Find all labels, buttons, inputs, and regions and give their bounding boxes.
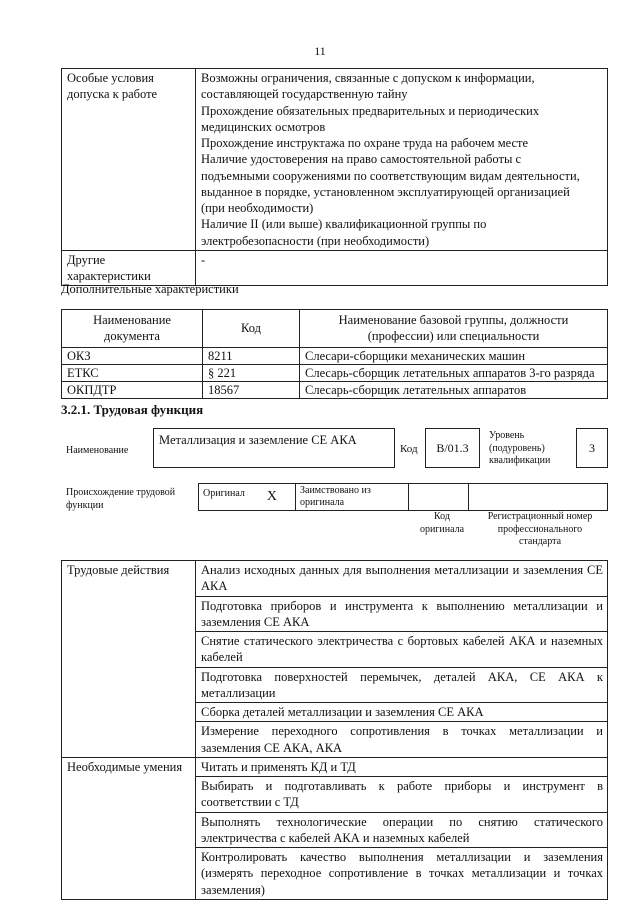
- caption-line: оригинала: [419, 523, 465, 535]
- header-doc: [62, 310, 203, 348]
- caption-line: Код: [434, 511, 450, 522]
- label-line: допуска к работе: [67, 87, 158, 102]
- value-line: Наличие II (или выше) квалификационной группы по: [201, 217, 487, 232]
- conditions-table: [61, 68, 608, 286]
- origin-label-line: функции: [66, 499, 104, 511]
- cell-doc: ЕТКС: [62, 364, 203, 381]
- caption-line: Регистрационный номер: [487, 511, 593, 522]
- function-code-box: B/01.3: [425, 428, 480, 468]
- header-code: Код: [203, 310, 300, 348]
- additional-title: Дополнительные характеристики: [61, 282, 239, 296]
- original-mark: X: [266, 489, 277, 505]
- code-origin-caption: [412, 511, 472, 536]
- value-line: (при необходимости): [201, 201, 314, 215]
- table-row: [199, 484, 608, 511]
- value-line: выданное в порядке, установленном эксплуатирующей организацией: [201, 184, 570, 199]
- conditions-value: [196, 69, 608, 251]
- level-value-box: 3: [576, 428, 608, 468]
- cell-code: 8211: [203, 347, 300, 364]
- skills-label: Необходимые умения: [62, 757, 196, 899]
- cell-code: § 221: [203, 364, 300, 381]
- action-item: Измерение переходного сопротивления в точках металлизации и заземления СЕ АКА, АКА: [196, 722, 608, 758]
- action-item: Анализ исходных данных для выполнения металлизации и заземления СЕ АКА: [196, 561, 608, 597]
- other-value: [196, 250, 608, 286]
- table-row: [62, 364, 608, 381]
- additional-table: [61, 309, 608, 399]
- action-item: Подготовка приборов и инструмента к выполнению металлизации и заземления СЕ АКА: [196, 596, 608, 632]
- label-line: характеристики: [67, 269, 151, 283]
- value-line: Прохождение инструктажа по охране труда на рабочем месте: [201, 136, 529, 150]
- value-line: подъемными сооружениями по соответствующим видам деятельности,: [201, 168, 580, 183]
- value-line: электробезопасности (при необходимости): [201, 233, 430, 248]
- skill-item: Выполнять технологические операции по снятию статического электричества с кабелей АКА и наземных кабелей: [196, 812, 608, 848]
- value-line: Возможны ограничения, связанные с допуском к информации,: [201, 71, 535, 85]
- function-name-box: Металлизация и заземление СЕ АКА: [153, 428, 395, 468]
- cell-group: Слесарь-сборщик летательных аппаратов: [300, 382, 608, 399]
- skill-item: Читать и применять КД и ТД: [196, 757, 608, 776]
- value-line: -: [201, 252, 206, 267]
- level-label-line: (подуровень): [489, 442, 545, 454]
- conditions-label: [62, 69, 196, 251]
- header-line: Наименование: [93, 313, 171, 327]
- function-title: 3.2.1. Трудовая функция: [61, 402, 204, 417]
- caption-line: стандарта: [518, 536, 562, 547]
- table-row: [62, 382, 608, 399]
- borrowed-label-line: оригинала: [300, 497, 345, 508]
- value-line: Прохождение обязательных предварительных и периодических: [201, 103, 540, 118]
- caption-line: профессионального: [497, 523, 583, 535]
- value-line: Наличие удостоверения на право самостоятельной работы с: [201, 152, 522, 167]
- borrowed-cell: [296, 484, 409, 511]
- table-row: [62, 757, 608, 776]
- original-label: Оригинал: [203, 488, 245, 500]
- cell-doc: ОКЗ: [62, 347, 203, 364]
- reg-number-caption: [472, 511, 608, 549]
- value-line: составляющей государственную тайну: [201, 87, 408, 102]
- label-line: Другие: [67, 252, 106, 267]
- cell-group: Слесарь-сборщик летательных аппаратов 3-го разряда: [300, 364, 608, 381]
- name-label: Наименование: [66, 445, 129, 456]
- page-number: 11: [314, 44, 326, 58]
- header-line: Наименование базовой группы, должности: [338, 313, 569, 327]
- reg-number-cell: [469, 484, 608, 511]
- header-line: (профессии) или специальности: [367, 329, 540, 344]
- original-cell: [199, 484, 296, 511]
- origin-label: [66, 487, 175, 512]
- code-label: Код: [400, 443, 418, 455]
- origin-code-cell: [409, 484, 469, 511]
- label-line: Особые условия: [67, 71, 154, 85]
- level-label-line: Уровень: [489, 430, 525, 441]
- cell-doc: ОКПДТР: [62, 382, 203, 399]
- value-line: медицинских осмотров: [201, 119, 326, 134]
- header-line: документа: [104, 329, 160, 344]
- actions-table: [61, 560, 608, 900]
- level-label: [489, 430, 550, 468]
- cell-code: 18567: [203, 382, 300, 399]
- origin-table: [198, 483, 608, 511]
- cell-group: Слесари-сборщики механических машин: [300, 347, 608, 364]
- header-group: [300, 310, 608, 348]
- table-header-row: [62, 310, 608, 348]
- level-label-line: квалификации: [489, 455, 551, 466]
- table-row: [62, 561, 608, 597]
- skill-item: Контролировать качество выполнения металлизации и заземления (измерять переходное сопротивление в точках металлизации и точках заземления): [196, 848, 608, 900]
- table-row: [62, 69, 608, 251]
- skill-item: Выбирать и подготавливать к работе приборы и инструмент в соответствии с ТД: [196, 777, 608, 813]
- table-row: [62, 347, 608, 364]
- action-item: Сборка деталей металлизации и заземления СЕ АКА: [196, 703, 608, 722]
- borrowed-label-line: Заимствовано из: [300, 484, 371, 496]
- action-item: Подготовка поверхностей перемычек, деталей АКА, СЕ АКА к металлизации: [196, 667, 608, 703]
- action-item: Снятие статического электричества с бортовых кабелей АКА и наземных кабелей: [196, 632, 608, 668]
- origin-label-line: Происхождение трудовой: [66, 487, 176, 498]
- actions-label: Трудовые действия: [62, 561, 196, 758]
